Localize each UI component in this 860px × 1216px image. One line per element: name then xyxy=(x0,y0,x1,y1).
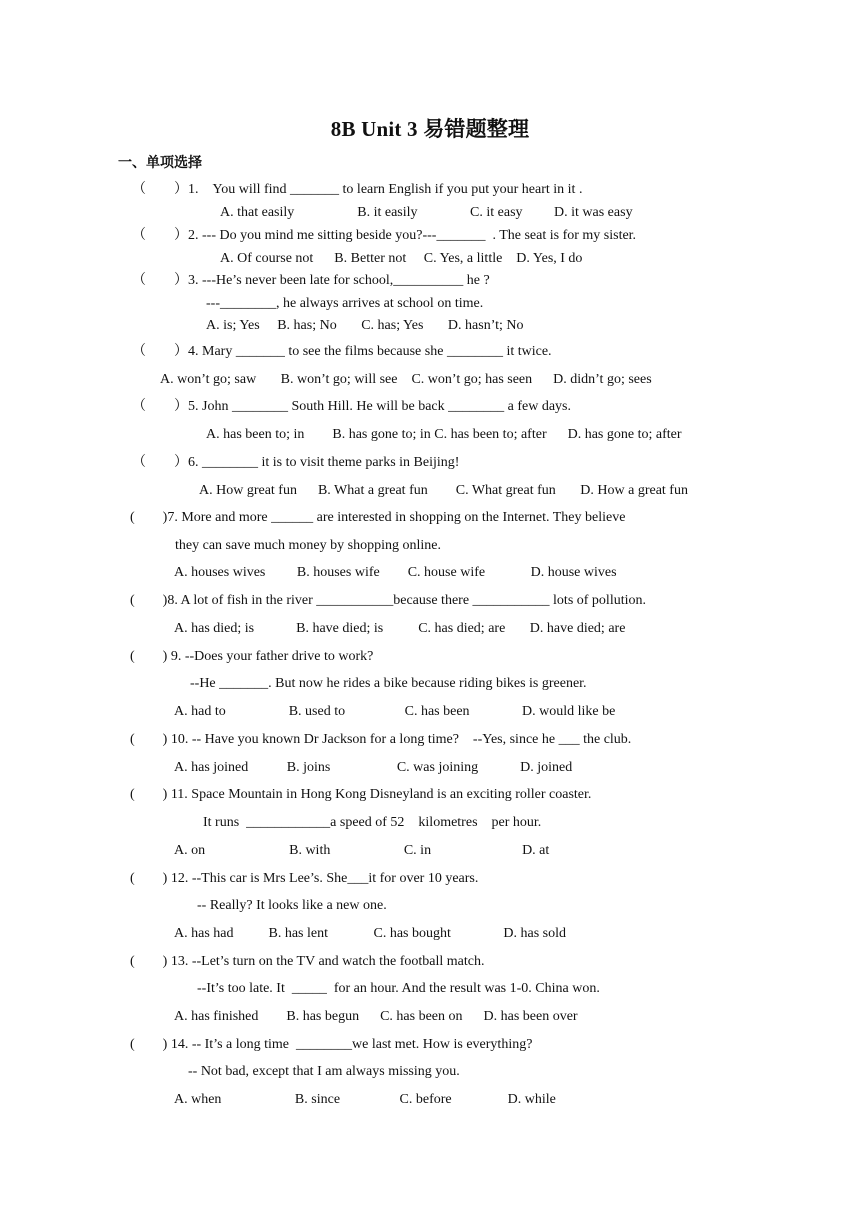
question-8-options: A. has died; is B. have died; is C. has died; are D. have died; are xyxy=(174,621,626,636)
question-13: ( ) 13. --Let’s turn on the TV and watch the football match. xyxy=(130,954,485,969)
question-5-options: A. has been to; in B. has gone to; in C. has been to; after D. has gone to; after xyxy=(206,427,682,442)
question-7-options: A. houses wives B. houses wife C. house wife D. house wives xyxy=(174,565,617,580)
question-10-options: A. has joined B. joins C. was joining D. joined xyxy=(174,760,573,775)
question-7-continuation: they can save much money by shopping online. xyxy=(175,538,441,553)
question-4-options: A. won’t go; saw B. won’t go; will see C. won’t go; has seen D. didn’t go; sees xyxy=(160,372,652,387)
question-7: ( )7. More and more ______ are interested in shopping on the Internet. They believe xyxy=(130,510,626,525)
question-12-reply: -- Really? It looks like a new one. xyxy=(197,898,387,913)
question-1: （ ）1. You will find _______ to learn English if you put your heart in it . xyxy=(132,182,583,197)
question-14-options: A. when B. since C. before D. while xyxy=(174,1092,556,1107)
section-heading: 一、单项选择 xyxy=(118,155,202,171)
question-2-options: A. Of course not B. Better not C. Yes, a little D. Yes, I do xyxy=(220,251,583,266)
question-10: ( ) 10. -- Have you known Dr Jackson for a long time? --Yes, since he ___ the club. xyxy=(130,732,632,747)
question-14: ( ) 14. -- It’s a long time ________we last met. How is everything? xyxy=(130,1037,533,1052)
question-12: ( ) 12. --This car is Mrs Lee’s. She___it for over 10 years. xyxy=(130,871,479,886)
question-1-options: A. that easily B. it easily C. it easy D. it was easy xyxy=(220,205,633,220)
question-4: （ ）4. Mary _______ to see the films because she ________ it twice. xyxy=(132,344,552,359)
question-11-continuation: It runs ____________a speed of 52 kilometres per hour. xyxy=(203,815,542,830)
question-9-options: A. had to B. used to C. has been D. would like be xyxy=(174,704,616,719)
question-9-reply: --He _______. But now he rides a bike because riding bikes is greener. xyxy=(190,676,587,691)
question-8: ( )8. A lot of fish in the river ___________because there ___________ lots of pollution. xyxy=(130,593,646,608)
question-6-options: A. How great fun B. What a great fun C. What great fun D. How a great fun xyxy=(199,483,688,498)
question-6: （ ）6. ________ it is to visit theme parks in Beijing! xyxy=(132,455,460,470)
question-13-reply: --It’s too late. It _____ for an hour. And the result was 1-0. China won. xyxy=(197,981,600,996)
question-3-reply: ---________, he always arrives at school on time. xyxy=(206,296,484,311)
question-14-reply: -- Not bad, except that I am always missing you. xyxy=(188,1064,460,1079)
question-12-options: A. has had B. has lent C. has bought D. has sold xyxy=(174,926,566,941)
question-9: ( ) 9. --Does your father drive to work? xyxy=(130,649,374,664)
document-title: 8B Unit 3 易错题整理 xyxy=(330,117,530,141)
question-3-options: A. is; Yes B. has; No C. has; Yes D. hasn’t; No xyxy=(206,318,524,333)
question-3: （ ）3. ---He’s never been late for school,__________ he ? xyxy=(132,273,490,288)
question-13-options: A. has finished B. has begun C. has been on D. has been over xyxy=(174,1009,578,1024)
question-2: （ ）2. --- Do you mind me sitting beside you?---_______ . The seat is for my sister. xyxy=(132,228,637,243)
question-5: （ ）5. John ________ South Hill. He will be back ________ a few days. xyxy=(132,399,572,414)
question-11-options: A. on B. with C. in D. at xyxy=(174,843,550,858)
question-11: ( ) 11. Space Mountain in Hong Kong Disneyland is an exciting roller coaster. xyxy=(130,787,592,802)
